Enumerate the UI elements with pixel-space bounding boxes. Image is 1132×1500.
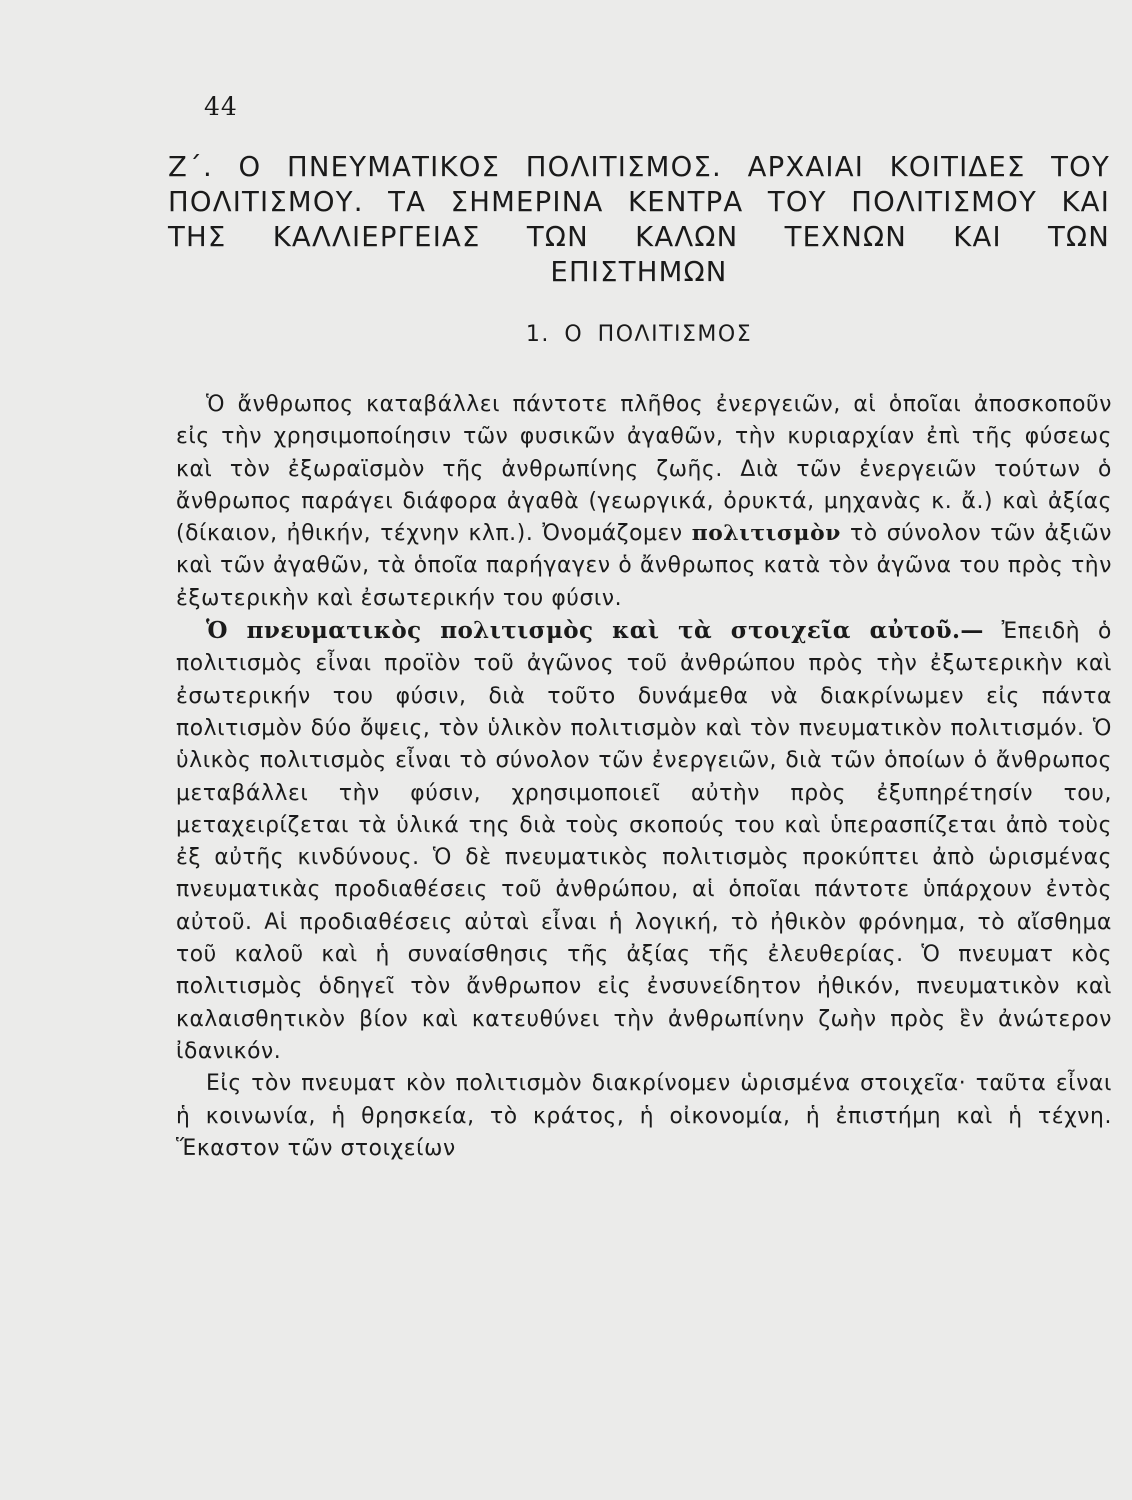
paragraph-1-text-after: τὸ σύνολον τῶν ἀξιῶν καὶ τῶν ἀγαθῶν, τὰ ὁποῖα παρήγαγεν ὁ ἄνθρωπος κατὰ τὸν ἀγῶνα του πρὸς τὴν ἐξωτερικὴν καὶ ἐσωτερικήν του φύσιν.: [176, 521, 1112, 611]
paragraph-1-text-before: Ὁ ἄνθρωπος καταβάλλει πάντοτε πλῆθος ἐνεργειῶν, αἱ ὁποῖαι ἀποσκοποῦν εἰς τὴν χρησιμοποίησιν τῶν φυσικῶν ἀγαθῶν, τὴν κυριαρχίαν ἐπὶ τῆς φύσεως καὶ τὸν ἐξωραϊσμὸν τῆς ἀνθρωπίνης ζωῆς. Διὰ τῶν ἐνεργειῶν τούτων ὁ ἄνθρωπος παράγει διάφορα ἀγαθὰ (γεωργικά, ὀρυκτά, μηχανὰς κ. ἄ.) καὶ ἀξίας (δίκαιον, ἠθικήν, τέχνην κλπ.). Ὀνομάζομεν: [176, 392, 1112, 547]
section-heading: 1. Ο ΠΟΛΙΤΙΣΜΟΣ: [525, 322, 753, 347]
bold-term: πολιτισμὸν: [691, 521, 841, 547]
paragraph-2: [176, 615, 1112, 1068]
chapter-title: Ζ΄. Ο ΠΝΕΥΜΑΤΙΚΟΣ ΠΟΛΙΤΙΣΜΟΣ. ΑΡΧΑΙΑΙ ΚΟΙΤΙΔΕΣ ΤΟΥ ΠΟΛΙΤΙΣΜΟΥ. ΤΑ ΣΗΜΕΡΙΝΑ ΚΕΝΤΡΑ ΤΟΥ ΠΟΛΙΤΙΣΜΟΥ ΚΑΙ ΤΗΣ ΚΑΛΛΙΕΡΓΕΙΑΣ ΤΩΝ ΚΑΛΩΝ ΤΕΧΝΩΝ ΚΑΙ ΤΩΝ ΕΠΙΣΤΗΜΩΝ: [168, 151, 1110, 288]
paragraph-2-lead-heading: Ὁ πνευματικὸς πολιτισμὸς καὶ τὰ στοιχεῖα αὐτοῦ.—: [206, 617, 984, 645]
page-number: 44: [204, 92, 238, 121]
paragraph-3: Εἰς τὸν πνευματ κὸν πολιτισμὸν διακρίνομεν ὡρισμένα στοιχεῖα· ταῦτα εἶναι ἡ κοινωνία, ἡ θρησκεία, τὸ κράτος, ἡ οἰκονομία, ἡ ἐπιστήμη καὶ ἡ τέχνη. Ἕκαστον τῶν στοιχείων: [176, 1071, 1112, 1161]
paragraph-2-text: Ἐπειδὴ ὁ πολιτισμὸς εἶναι προϊὸν τοῦ ἀγῶνος τοῦ ἀνθρώπου πρὸς τὴν ἐξωτερικὴν καὶ ἐσωτερικήν του φύσιν, διὰ τοῦτο δυνάμεθα νὰ διακρίνωμεν εἰς πάντα πολιτισμὸν δύο ὄψεις, τὸν ὑλικὸν πολιτισμὸν καὶ τὸν πνευματικὸν πολιτισμόν. Ὁ ὑλικὸς πολιτισμὸς εἶναι τὸ σύνολον τῶν ἐνεργειῶν, διὰ τῶν ὁποίων ὁ ἄνθρωπος μεταβάλλει τὴν φύσιν, χρησιμοποιεῖ αὐτὴν πρὸς ἐξυπηρέτησίν του, μεταχειρίζεται τὰ ὑλικά της διὰ τοὺς σκοπούς του καὶ ὑπερασπίζεται ἀπὸ τοὺς ἐξ αὐτῆς κινδύνους. Ὁ δὲ πνευματικὸς πολιτισμὸς προκύπτει ἀπὸ ὡρισμένας πνευματικὰς προδιαθέσεις τοῦ ἀνθρώπου, αἱ ὁποῖαι πάντοτε ὑπάρχουν ἐντὸς αὐτοῦ. Αἱ προδιαθέσεις αὐταὶ εἶναι ἡ λογική, τὸ ἠθικὸν φρόνημα, τὸ αἴσθημα τοῦ καλοῦ καὶ ἡ συναίσθησις τῆς ἀξίας τῆς ἐλευθερίας. Ὁ πνευματ κὸς πολιτισμὸς ὁδηγεῖ τὸν ἄνθρωπον εἰς ἐνσυνείδητον ἠθικόν, πνευματικὸν καὶ καλαισθητικὸν βίον καὶ κατευθύνει τὴν ἀνθρωπίνην ζωὴν πρὸς ἓν ἀνώτερον ἰδανικόν.: [176, 619, 1112, 1064]
paragraph-1: [176, 389, 1112, 615]
body-text: [176, 389, 1112, 1165]
